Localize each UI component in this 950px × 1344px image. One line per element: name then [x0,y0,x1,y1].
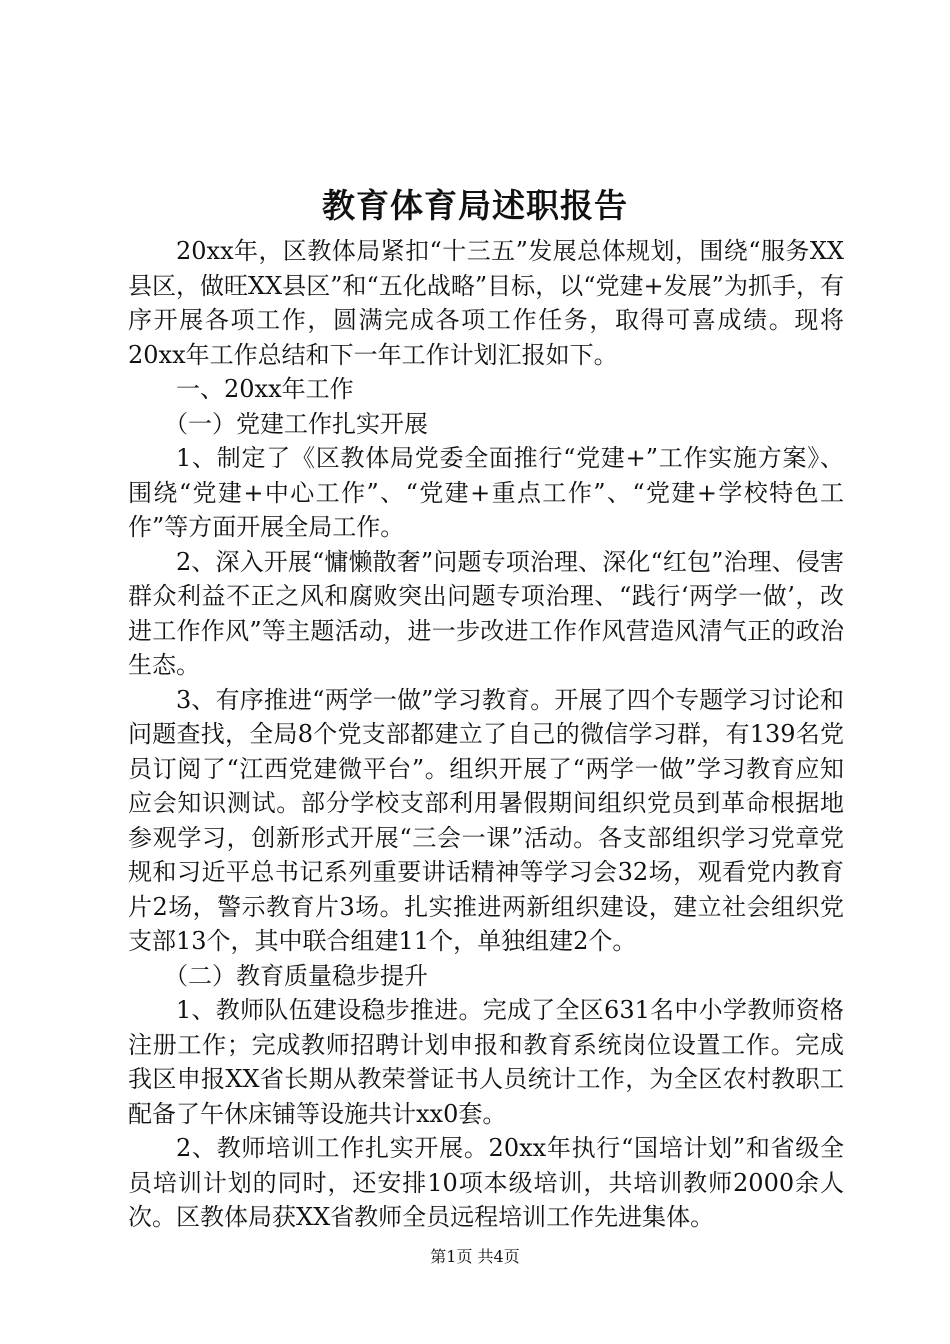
section-heading-1: 一、20xx年工作 [176,375,354,403]
paragraph-item: 3、有序推进“两学一做”学习教育。开展了四个专题学习讨论和问题查找，全局8个党支部都建立了自己的微信学习群，有139名党员订阅了“江西党建微平台”。组织开展了“两学一做”学习教育应知应会知识测试。部分学校支部利用暑假期间组织党员到革命根据地参观学习，创新形式开展“三会一课”活动。各支部组织学习党章党规和习近平总书记系列重要讲话精神等学习会32场，观看党内教育片2场，警示教育片3场。扎实推进两新组织建设，建立社会组织党支部13个，其中联合组建11个，单独组建2个。 [128,685,844,955]
page-number-footer: 第1页 共4页 [430,1247,520,1266]
paragraph-item: 1、教师队伍建设稳步推进。完成了全区631名中小学教师资格注册工作；完成教师招聘计划申报和教育系统岗位设置工作。完成我区申报XX省长期从教荣誉证书人员统计工作，为全区农村教职工配备了午休床铺等设施共计xx0套。 [128,996,844,1128]
paragraph-intro: 20xx年，区教体局紧扣“十三五”发展总体规划，围绕“服务XX县区，做旺XX县区”和“五化战略”目标，以“党建+发展”为抓手，有序开展各项工作，圆满完成各项工作任务，取得可喜成绩。现将20xx年工作总结和下一年工作计划汇报如下。 [128,237,844,369]
document-title: 教育体育局述职报告 [322,186,628,225]
paragraph-item: 1、制定了《区教体局党委全面推行“党建+”工作实施方案》、围绕“党建+中心工作”、“党建+重点工作”、“党建+学校特色工作”等方面开展全局工作。 [128,444,844,541]
paragraph-item: 2、深入开展“慵懒散奢”问题专项治理、深化“红包”治理、侵害群众利益不正之风和腐败突出问题专项治理、“践行‘两学一做’，改进工作作风”等主题活动，进一步改进工作作风营造风清气正的政治生态。 [128,547,844,679]
document-body [128,234,844,1235]
paragraph-item: 2、教师培训工作扎实开展。20xx年执行“国培计划”和省级全员培训计划的同时，还安排10项本级培训，共培训教师2000余人次。区教体局获XX省教师全员远程培训工作先进集体。 [128,1134,844,1231]
subsection-heading-2: （二）教育质量稳步提升 [164,961,428,990]
subsection-heading-1: （一）党建工作扎实开展 [164,409,428,438]
